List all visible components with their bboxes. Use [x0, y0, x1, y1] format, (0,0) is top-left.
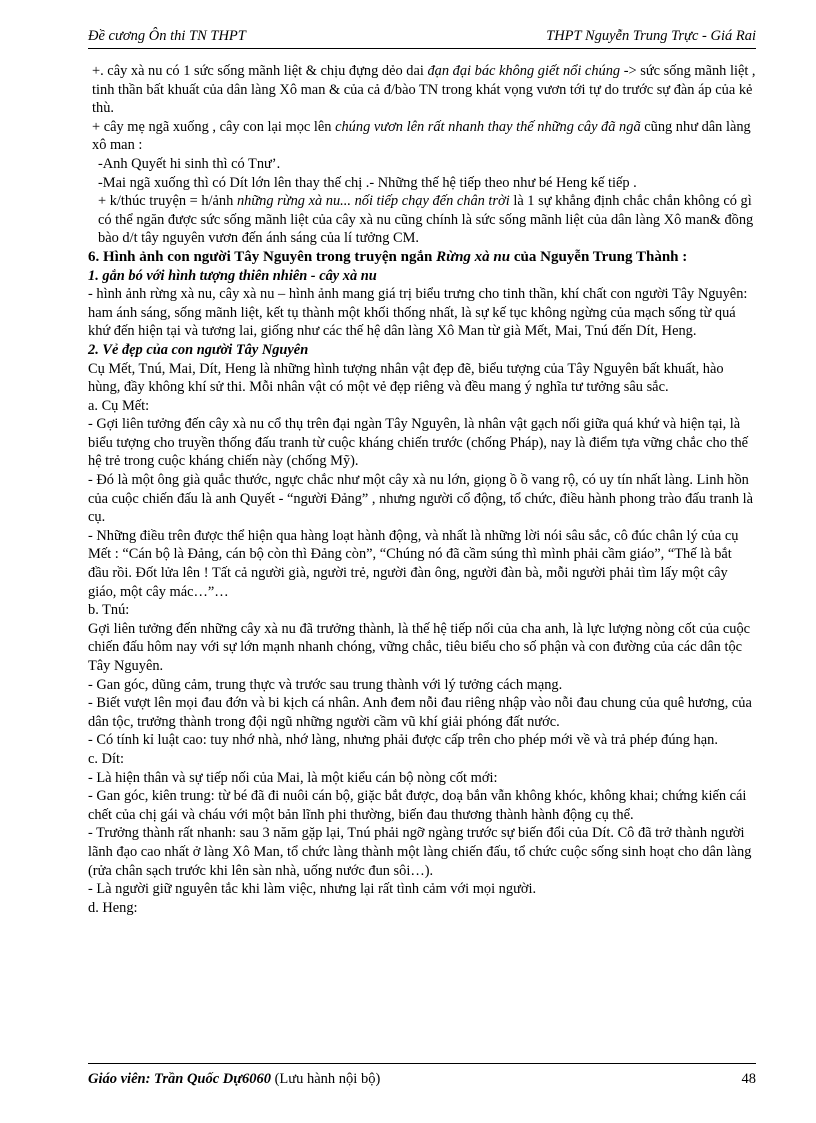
header-left-title: Đề cương Ôn thi TN THPT — [88, 28, 246, 44]
subsection-heading: 2. Vẻ đẹp của con người Tây Nguyên — [88, 341, 309, 358]
page-footer — [88, 1071, 756, 1093]
footer-note: (Lưu hành nội bộ) — [274, 1071, 381, 1087]
paragraph: - Đó là một ông già quắc thước, ngực chắc như một cây xà nu lớn, giọng ồ ồ vang rộ, có uy tín nhất làng. Linh hồn của cuộc chiến đấu là anh Quyết - “người Đảng” , nhưng người cổ động, tổ chức, điều hành phong trào đấu tranh là cụ. — [88, 472, 754, 526]
paragraph: Cụ Mết, Tnú, Mai, Dít, Heng là những hình tượng nhân vật đẹp đẽ, biểu tượng của Tây Nguyên bất khuất, hào hùng, đầy không khí sử thi. Mỗi nhân vật có một vẻ đẹp riêng và đều mang ý nghĩa tư tưởng sâu sắc. — [88, 360, 724, 396]
paragraph: - Gan góc, kiên trung: từ bé đã đi nuôi cán bộ, giặc bắt được, doạ bắn vẫn không khóc, không khai; chứng kiến cái chết của chị gái và cháu với một bản lĩnh phi thường, biến đau thương thành hành động cụ thể. — [88, 788, 747, 823]
paragraph: - Gan góc, dũng cảm, trung thực và trước sau trung thành với lý tưởng cách mạng. — [88, 676, 563, 693]
paragraph: - hình ảnh rừng xà nu, cây xà nu – hình ảnh mang giá trị biểu trưng cho tinh thần, khí chất con người Tây Nguyên: ham ánh sáng, sống mãnh liệt, kết tụ thành một khối thống nhất, là sự kế tục không ngừng của mạch sống từ quá khứ đến hiện tại và tương lai, giống như các thế hệ dân làng Xô Man từ già Mết, Mai, Tnú đến Dít, Heng. — [88, 286, 748, 340]
item-label: b. Tnú: — [88, 602, 130, 619]
paragraph: -Mai ngã xuống thì có Dít lớn lên thay thế chị .- Những thế hệ tiếp theo như bé Heng kế tiếp . — [98, 174, 637, 191]
paragraph: - Trưởng thành rất nhanh: sau 3 năm gặp lại, Tnú phải ngỡ ngàng trước sự biến đổi của Dít. Cô đã trở thành người lãnh đạo cao nhất ở làng Xô Man, tổ chức làng thành một làng chiến đấu, tổ chức cuộc sống sinh hoạt cho dân làng (rửa chân sạch trước khi lên sàn nhà, uống nước đun sôi…). — [88, 825, 752, 879]
paragraph: - Là hiện thân và sự tiếp nối của Mai, là một kiểu cán bộ nòng cốt mới: — [88, 769, 498, 786]
item-label: a. Cụ Mết: — [88, 397, 150, 414]
subsection-heading: 1. gắn bó với hình tượng thiên nhiên - cây xà nu — [88, 267, 377, 284]
header-right-school: THPT Nguyễn Trung Trực - Giá Rai — [546, 28, 756, 44]
paragraph: - Gợi liên tưởng đến cây xà nu cổ thụ trên đại ngàn Tây Nguyên, là nhân vật gạch nối giữa quá khứ và hiện tại, là biểu tượng cho truyền thống đấu tranh từ cuộc kháng chiến trước (chống Pháp), nay là điểm tựa vững chắc cho thế hệ trẻ trong cuộc kháng chiến này (chống Mỹ). — [88, 416, 749, 470]
document-body — [88, 62, 756, 917]
item-label: d. Heng: — [88, 899, 138, 916]
paragraph: + cây mẹ ngã xuống , cây con lại mọc lên chúng vươn lên rất nhanh thay thế những cây đã ngã cũng như dân làng xô man : — [92, 118, 751, 154]
paragraph: + k/thúc truyện = h/ảnh những rừng xà nu... nối tiếp chạy đến chân trời là 1 sự khẳng định chắc chắn không có gì có thể ngăn được sức sống mãnh liệt của cây xà nu cũng chính là sức sống mãnh liệt của dân làng Xô man& đồng bào d/t tây nguyên vươn đến ánh sáng của lí tưởng CM. — [98, 193, 754, 247]
page-number: 48 — [741, 1071, 756, 1087]
page-header — [88, 28, 756, 48]
paragraph: - Những điều trên được thể hiện qua hàng loạt hành động, và nhất là những lời nói sâu sắc, cô đúc chân lý của cụ Mết : “Cán bộ là Đảng, cán bộ còn thì Đảng còn”, “Chúng nó đã cầm súng thì mình phải cầm giáo”, “Thế là bắt đầu rồi. Đốt lửa lên ! Tất cả người già, người trẻ, người đàn ông, người đàn bà, mỗi người phải tìm lấy một cây giáo, một cây mác…”… — [88, 527, 739, 600]
header-rule — [88, 48, 756, 49]
footer-rule — [88, 1063, 756, 1064]
section-heading: 6. Hình ảnh con người Tây Nguyên trong truyện ngắn Rừng xà nu của Nguyễn Trung Thành : — [88, 248, 688, 265]
paragraph: - Có tính kỉ luật cao: tuy nhớ nhà, nhớ làng, nhưng phải được cấp trên cho phép mới về và trả phép đúng hạn. — [88, 732, 718, 749]
paragraph: +. cây xà nu có 1 sức sống mãnh liệt & chịu đựng dẻo dai đạn đại bác không giết nổi chúng -> sức sống mãnh liệt , tinh thần bất khuất của dân làng Xô man & của cả đ/bào TN trong khát vọng vươn tới tự do trước sự đàn áp của kẻ thù. — [92, 63, 756, 117]
footer-teacher: Giáo viên: Trần Quốc Dự6060 (Lưu hành nội bộ) — [88, 1071, 381, 1087]
paragraph: Gợi liên tưởng đến những cây xà nu đã trưởng thành, là thế hệ tiếp nối của cha anh, là lực lượng nòng cốt của cuộc chiến đấu hôm nay với sự lớn mạnh nhanh chóng, vững chắc, tiêu biểu cho số phận và con đường của các dân tộc Tây Nguyên. — [88, 620, 751, 674]
paragraph: - Là người giữ nguyên tắc khi làm việc, nhưng lại rất tình cảm với mọi người. — [88, 881, 537, 898]
item-label: c. Dít: — [88, 750, 124, 767]
paragraph: -Anh Quyết hi sinh thì có Tnư’. — [98, 155, 281, 172]
paragraph: - Biết vượt lên mọi đau đớn và bi kịch cá nhân. Anh đem nỗi đau riêng nhập vào nỗi đau chung của quê hương, của dân tộc, trưởng thành trong đội ngũ những người cầm vũ khí giải phóng đất nước. — [88, 695, 752, 730]
